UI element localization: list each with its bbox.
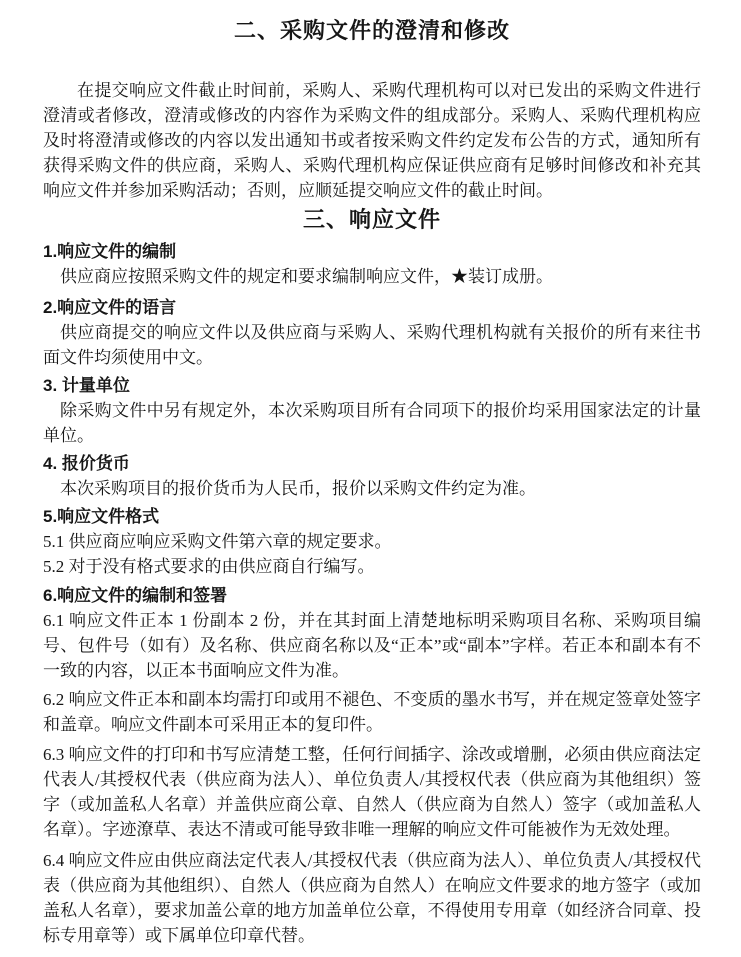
section-response-title: 三、响应文件 xyxy=(302,207,441,232)
item3-body: 除采购文件中另有规定外，本次采购项目所有合同项下的报价均采用国家法定的计量单位。 xyxy=(43,401,701,445)
section-clarification-title: 二、采购文件的澄清和修改 xyxy=(233,18,510,43)
section-clarification-paragraph: 在提交响应文件截止时间前，采购人、采购代理机构可以对已发出的采购文件进行澄清或者修改，澄清或修改的内容作为采购文件的组成部分。采购人、采购代理机构应及时将澄清或修改的内容以发出通知书或者按采购文件约定发布公告的方式，通知所有获得采购文件的供应商，采购人、采购代理机构应保证供应商有足够时间修改和补充其响应文件并参加采购活动；否则，应顺延提交响应文件的截止时间。 xyxy=(43,81,701,200)
item4-heading: 4. 报价货币 xyxy=(43,454,130,473)
item5-sub1: 5.1 供应商应响应采购文件第六章的规定要求。 xyxy=(43,532,392,551)
item4-body: 本次采购项目的报价货币为人民币，报价以采购文件约定为准。 xyxy=(60,479,536,498)
item6-sub2: 6.2 响应文件正本和副本均需打印或用不褪色、不变质的墨水书写，并在规定签章处签字和盖章。响应文件副本可采用正本的复印件。 xyxy=(43,690,701,734)
item1-body: 供应商应按照采购文件的规定和要求编制响应文件，★装订成册。 xyxy=(60,267,553,286)
item6-sub4: 6.4 响应文件应由供应商法定代表人/其授权代表（供应商为法人）、单位负责人/其授权代表（供应商为其他组织）、自然人（供应商为自然人）在响应文件要求的地方签字（或加盖私人名章），要求加盖公章的地方加盖单位公章，不得使用专用章（如经济合同章、投标专用章等）或下属单位印章代替。 xyxy=(43,851,701,945)
item1-heading: 1.响应文件的编制 xyxy=(43,242,177,261)
item5-sub2: 5.2 对于没有格式要求的由供应商自行编写。 xyxy=(43,557,375,576)
item6-sub1: 6.1 响应文件正本 1 份副本 2 份，并在其封面上清楚地标明采购项目名称、采购项目编号、包件号（如有）及名称、供应商名称以及“正本”或“副本”字样。若正本和副本有不一致的内容，以正本书面响应文件为准。 xyxy=(43,611,701,680)
item5-heading: 5.响应文件格式 xyxy=(43,507,160,526)
item2-heading: 2.响应文件的语言 xyxy=(43,298,177,317)
item6-heading: 6.响应文件的编制和签署 xyxy=(43,586,228,605)
item3-heading: 3. 计量单位 xyxy=(43,376,130,395)
item6-sub3: 6.3 响应文件的打印和书写应清楚工整，任何行间插字、涂改或增删，必须由供应商法定代表人/其授权代表（供应商为法人）、单位负责人/其授权代表（供应商为其他组织）签字（或加盖私人名章）并盖供应商公章、自然人（供应商为自然人）签字（或加盖私人名章）。字迹潦草、表达不清或可能导致非唯一理解的响应文件可能被作为无效处理。 xyxy=(43,745,701,839)
item2-body: 供应商提交的响应文件以及供应商与采购人、采购代理机构就有关报价的所有来往书面文件均须使用中文。 xyxy=(43,323,701,367)
